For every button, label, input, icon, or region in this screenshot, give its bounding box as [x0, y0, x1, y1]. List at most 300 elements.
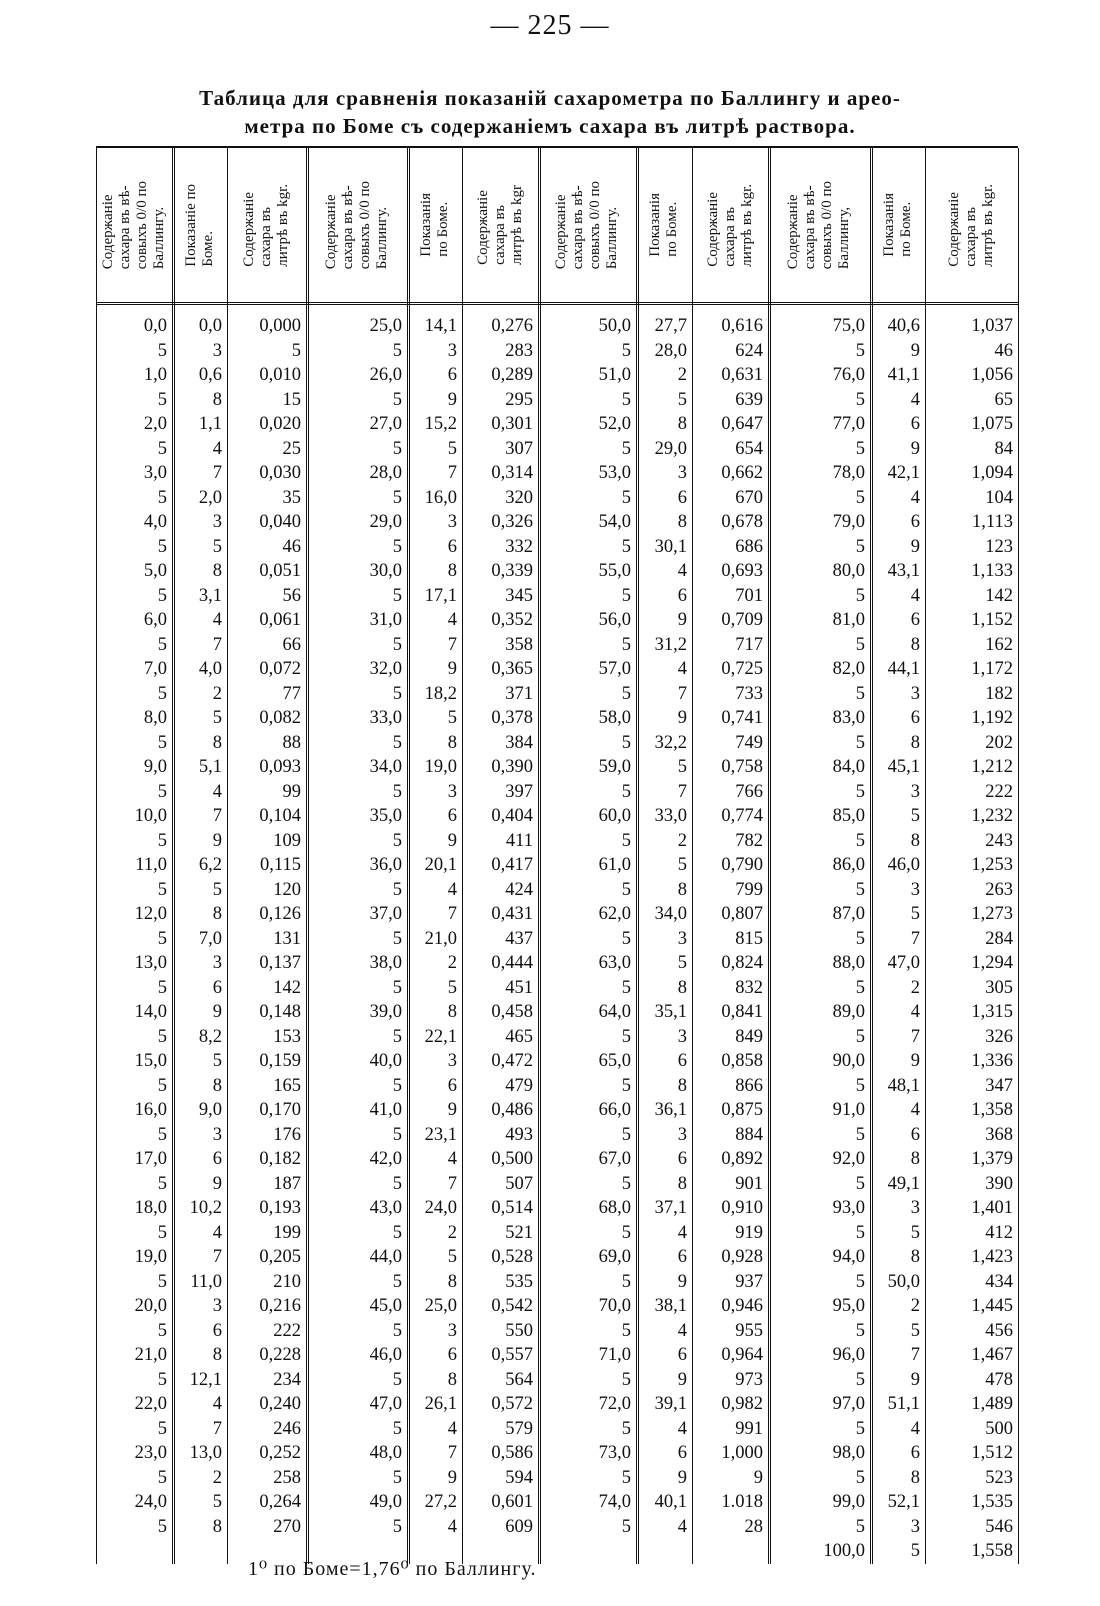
table-cell: 7: [447, 634, 457, 655]
table-cell: 0,790: [721, 855, 763, 875]
table-cell: 6: [910, 414, 920, 434]
table-cell: 36,1: [654, 1100, 687, 1120]
column-header: [538, 152, 636, 298]
table-cell: 7: [677, 683, 687, 704]
table-cell: 733: [735, 683, 763, 704]
table-cell: 5: [392, 977, 402, 998]
table-cell: 0,159: [259, 1051, 301, 1071]
table-cell: 884: [735, 1124, 763, 1145]
table-cell: 8: [212, 1075, 222, 1096]
table-cell: 9: [677, 1271, 687, 1292]
table-cell: 624: [735, 340, 763, 361]
table-cell: 5: [621, 1320, 631, 1341]
table-cell: 5: [157, 1124, 167, 1145]
table-cell: 1,358: [971, 1100, 1013, 1120]
table-cell: 799: [735, 879, 763, 900]
table-cell: 5: [157, 340, 167, 361]
table-cell: 5: [621, 1075, 631, 1096]
table-cell: 5: [157, 732, 167, 753]
table-cell: 162: [985, 634, 1013, 655]
table-cell: 2: [447, 1222, 457, 1243]
column-header-label: Содержаніе сахара въ литрѣ въ kgr: [474, 185, 525, 265]
table-cell: 5: [910, 1320, 920, 1341]
table-cell: 72,0: [598, 1394, 631, 1414]
table-cell: 345: [505, 585, 533, 606]
column-header-label: Содержаніе сахара въ литрѣ въ kgr.: [241, 183, 291, 267]
table-cell: 78,0: [832, 463, 865, 483]
table-cell: 59,0: [598, 757, 631, 777]
table-cell: 87,0: [832, 904, 865, 924]
table-cell: 4: [212, 1394, 222, 1414]
table-cell: 222: [273, 1320, 301, 1341]
table-cell: 75,0: [832, 316, 865, 336]
table-cell: 1,423: [971, 1247, 1013, 1267]
table-cell: 58,0: [598, 708, 631, 728]
column-header-label: Содержаніе сахара въ вѣ- совыхъ 0/0 по Баллингу.: [322, 180, 390, 270]
table-cell: 5: [392, 1173, 402, 1194]
table-cell: 0,352: [491, 610, 533, 630]
table-cell: 1,379: [971, 1149, 1013, 1169]
table-cell: 0,314: [491, 463, 533, 483]
table-cell: 7: [212, 634, 222, 655]
table-cell: 5: [621, 977, 631, 998]
table-cell: 5: [392, 585, 402, 606]
table-cell: 4: [447, 1516, 457, 1537]
table-cell: 14,1: [424, 316, 457, 336]
table-cell: 5: [392, 1222, 402, 1243]
table-cell: 34,0: [369, 757, 402, 777]
table-cell: 42,0: [369, 1149, 402, 1169]
column-header-label: Показанія по Боме.: [880, 193, 914, 257]
table-cell: 6: [910, 1124, 920, 1145]
table-cell: 8: [212, 561, 222, 581]
table-cell: 0,458: [491, 1002, 533, 1022]
table-cell: 8: [910, 1467, 920, 1488]
table-cell: 5: [212, 708, 222, 728]
table-cell: 3: [910, 683, 920, 704]
header-rule: [96, 302, 1018, 305]
table-cell: 142: [273, 977, 301, 998]
table-cell: 4: [677, 1516, 687, 1537]
table-cell: 347: [985, 1075, 1013, 1096]
table-cell: 535: [505, 1271, 533, 1292]
table-cell: 5: [157, 1271, 167, 1292]
table-cell: 5: [392, 1320, 402, 1341]
table-cell: 0,486: [491, 1100, 533, 1120]
table-cell: 0,807: [721, 904, 763, 924]
table-cell: 5: [855, 928, 865, 949]
table-cell: 5: [392, 1026, 402, 1047]
table-cell: 104: [985, 487, 1013, 508]
table-cell: 3: [212, 340, 222, 361]
table-cell: 60,0: [598, 806, 631, 826]
table-cell: 1,253: [971, 855, 1013, 875]
table-cell: 3,1: [198, 585, 222, 606]
table-cell: 0,741: [721, 708, 763, 728]
table-cell: 0,137: [259, 953, 301, 973]
table-cell: 7: [910, 1345, 920, 1365]
table-cell: 5: [157, 1026, 167, 1047]
table-cell: 0,082: [259, 708, 301, 728]
table-cell: 5: [157, 1222, 167, 1243]
table-cell: 5: [392, 781, 402, 802]
table-cell: 98,0: [832, 1443, 865, 1463]
table-cell: 6: [447, 365, 457, 385]
table-cell: 283: [505, 340, 533, 361]
table-cell: 7: [212, 1418, 222, 1439]
table-column: [462, 314, 533, 1539]
table-cell: 3: [910, 1198, 920, 1218]
table-cell: 1,445: [971, 1296, 1013, 1316]
table-cell: 368: [985, 1124, 1013, 1145]
table-cell: 1,489: [971, 1394, 1013, 1414]
table-cell: 82,0: [832, 659, 865, 679]
table-cell: 39,0: [369, 1002, 402, 1022]
table-cell: 832: [735, 977, 763, 998]
table-cell: 6,2: [198, 855, 222, 875]
table-cell: 14,0: [134, 1002, 167, 1022]
table-cell: 5: [392, 487, 402, 508]
table-cell: 86,0: [832, 855, 865, 875]
table-title-line-1: Таблица для сравненія показаній сахарометра по Баллингу и арео-: [199, 86, 901, 110]
table-cell: 0,061: [259, 610, 301, 630]
table-cell: 37,1: [654, 1198, 687, 1218]
table-cell: 0,500: [491, 1149, 533, 1169]
table-cell: 8: [447, 561, 457, 581]
table-cell: 0,051: [259, 561, 301, 581]
table-cell: 28,0: [369, 463, 402, 483]
table-cell: 5: [447, 438, 457, 459]
table-cell: 4: [212, 1222, 222, 1243]
footnote: 1⁰ по Боме=1,76⁰ по Баллингу.: [248, 1558, 537, 1580]
table-column: [692, 314, 763, 1539]
table-cell: 0,148: [259, 1002, 301, 1022]
table-cell: 5: [157, 1369, 167, 1390]
table-cell: 32,0: [369, 659, 402, 679]
table-cell: 0,0: [198, 316, 222, 336]
top-rule: [96, 146, 1018, 148]
table-cell: 6: [910, 708, 920, 728]
table-cell: 46,0: [369, 1345, 402, 1365]
table-cell: 5: [621, 879, 631, 900]
table-cell: 766: [735, 781, 763, 802]
table-cell: 26,1: [424, 1394, 457, 1414]
table-cell: 686: [735, 536, 763, 557]
table-column: [870, 314, 920, 1564]
table-cell: 1,152: [971, 610, 1013, 630]
table-cell: 19,0: [134, 1247, 167, 1267]
table-cell: 15,2: [424, 414, 457, 434]
table-cell: 45,0: [369, 1296, 402, 1316]
table-cell: 0,193: [259, 1198, 301, 1218]
column-header-label: Содержаніе сахара въ литрѣ въ kgr.: [946, 183, 996, 267]
table-cell: 153: [273, 1026, 301, 1047]
table-cell: 284: [985, 928, 1013, 949]
table-cell: 68,0: [598, 1198, 631, 1218]
table-cell: 85,0: [832, 806, 865, 826]
table-cell: 579: [505, 1418, 533, 1439]
table-cell: 7: [910, 1026, 920, 1047]
table-cell: 7: [447, 1173, 457, 1194]
table-cell: 5: [392, 1418, 402, 1439]
table-cell: 246: [273, 1418, 301, 1439]
table-cell: 5: [855, 1222, 865, 1243]
table-cell: 0,601: [491, 1492, 533, 1512]
table-cell: 0,631: [721, 365, 763, 385]
table-cell: 9: [447, 830, 457, 851]
table-cell: 100,0: [823, 1541, 865, 1561]
table-cell: 50,0: [598, 316, 631, 336]
table-cell: 451: [505, 977, 533, 998]
table-cell: 5: [447, 708, 457, 728]
table-cell: 6: [677, 585, 687, 606]
table-cell: 165: [273, 1075, 301, 1096]
table-cell: 7: [910, 928, 920, 949]
table-cell: 29,0: [369, 512, 402, 532]
table-cell: 1,212: [971, 757, 1013, 777]
table-cell: 3: [447, 340, 457, 361]
table-cell: 5: [677, 953, 687, 973]
table-cell: 6: [212, 1320, 222, 1341]
table-cell: 49,0: [369, 1492, 402, 1512]
table-cell: 5: [855, 683, 865, 704]
table-cell: 4: [910, 389, 920, 410]
table-cell: 305: [985, 977, 1013, 998]
table-cell: 3: [212, 1124, 222, 1145]
table-cell: 94,0: [832, 1247, 865, 1267]
table-cell: 0,662: [721, 463, 763, 483]
table-cell: 358: [505, 634, 533, 655]
table-cell: 0,010: [259, 365, 301, 385]
table-cell: 5: [621, 928, 631, 949]
table-cell: 5: [291, 340, 301, 361]
table-cell: 9: [677, 1467, 687, 1488]
table-cell: 5: [212, 1492, 222, 1512]
table-cell: 56,0: [598, 610, 631, 630]
column-header-label: Показанія по Боме.: [647, 193, 680, 257]
table-cell: 523: [985, 1467, 1013, 1488]
table-cell: 0,301: [491, 414, 533, 434]
table-cell: 5: [621, 1467, 631, 1488]
table-cell: 20,0: [134, 1296, 167, 1316]
table-cell: 18,0: [134, 1198, 167, 1218]
column-header-label: Содержаніе сахара въ вѣ- совыхъ 0/0 по Баллингу.: [553, 180, 620, 270]
table-cell: 5: [212, 1051, 222, 1071]
table-cell: 7: [447, 1443, 457, 1463]
table-cell: 31,2: [654, 634, 687, 655]
table-cell: 5: [855, 1124, 865, 1145]
table-cell: 3: [447, 1320, 457, 1341]
table-cell: 57,0: [598, 659, 631, 679]
table-cell: 919: [735, 1222, 763, 1243]
page-number: — 225 —: [490, 10, 610, 41]
table-cell: 37,0: [369, 904, 402, 924]
table-cell: 16,0: [424, 487, 457, 508]
table-cell: 61,0: [598, 855, 631, 875]
table-cell: 5: [392, 879, 402, 900]
table-cell: 5: [855, 1467, 865, 1488]
column-rule: [1018, 148, 1019, 1564]
table-cell: 176: [273, 1124, 301, 1145]
table-cell: 0,875: [721, 1100, 763, 1120]
table-cell: 9: [212, 1173, 222, 1194]
table-cell: 142: [985, 585, 1013, 606]
table-cell: 5: [157, 683, 167, 704]
table-cell: 9: [447, 389, 457, 410]
table-cell: 5: [855, 1516, 865, 1537]
table-cell: 40,0: [369, 1051, 402, 1071]
table-cell: 0,240: [259, 1394, 301, 1414]
table-cell: 258: [273, 1467, 301, 1488]
table-cell: 8: [212, 904, 222, 924]
table-cell: 187: [273, 1173, 301, 1194]
column-header: [870, 152, 925, 298]
table-cell: 0,841: [721, 1002, 763, 1022]
table-cell: 3: [677, 1124, 687, 1145]
table-cell: 42,1: [887, 463, 920, 483]
table-cell: 594: [505, 1467, 533, 1488]
table-cell: 1,094: [971, 463, 1013, 483]
table-cell: 5: [392, 830, 402, 851]
table-cell: 8: [910, 830, 920, 851]
table-cell: 550: [505, 1320, 533, 1341]
table-cell: 10,2: [189, 1198, 222, 1218]
table-cell: 25,0: [424, 1296, 457, 1316]
table-cell: 326: [985, 1026, 1013, 1047]
table-cell: 6: [447, 536, 457, 557]
table-cell: 3: [677, 928, 687, 949]
table-cell: 6: [910, 610, 920, 630]
table-cell: 9: [212, 1002, 222, 1022]
table-cell: 5: [855, 977, 865, 998]
table-cell: 11,0: [190, 1271, 222, 1292]
table-cell: 2: [910, 1296, 920, 1316]
table-cell: 83,0: [832, 708, 865, 728]
table-cell: 5: [212, 879, 222, 900]
table-cell: 40,1: [654, 1492, 687, 1512]
table-cell: 23,1: [424, 1124, 457, 1145]
table-cell: 65: [994, 389, 1013, 410]
table-cell: 16,0: [134, 1100, 167, 1120]
table-cell: 5: [621, 1271, 631, 1292]
table-cell: 5: [157, 585, 167, 606]
table-cell: 6: [677, 1345, 687, 1365]
table-cell: 29,0: [654, 438, 687, 459]
table-cell: 0,030: [259, 463, 301, 483]
table-cell: 5: [157, 487, 167, 508]
table-cell: 210: [273, 1271, 301, 1292]
table-cell: 0,647: [721, 414, 763, 434]
table-cell: 40,6: [887, 316, 920, 336]
table-column: [172, 314, 222, 1539]
table-cell: 46: [994, 340, 1013, 361]
table-cell: 17,1: [424, 585, 457, 606]
table-cell: 52,0: [598, 414, 631, 434]
table-cell: 0,964: [721, 1345, 763, 1365]
table-cell: 546: [985, 1516, 1013, 1537]
table-cell: 5: [910, 1541, 920, 1561]
table-cell: 6: [677, 1149, 687, 1169]
table-cell: 9: [910, 340, 920, 361]
table-column: [538, 314, 631, 1539]
table-cell: 5: [621, 1222, 631, 1243]
table-cell: 4: [910, 487, 920, 508]
table-cell: 5: [855, 1369, 865, 1390]
table-cell: 9: [910, 438, 920, 459]
column-header-label: Содержаніе сахара въ литрѣ въ kgr.: [704, 183, 755, 267]
table-column: [925, 314, 1013, 1564]
table-cell: 2: [447, 953, 457, 973]
table-cell: 6,0: [143, 610, 167, 630]
table-cell: 18,2: [424, 683, 457, 704]
table-cell: 493: [505, 1124, 533, 1145]
table-cell: 4: [910, 1002, 920, 1022]
table-cell: 9: [753, 1467, 763, 1488]
table-cell: 5: [855, 634, 865, 655]
table-cell: 5: [157, 389, 167, 410]
table-cell: 2: [677, 830, 687, 851]
table-cell: 4,0: [198, 659, 222, 679]
table-cell: 69,0: [598, 1247, 631, 1267]
table-cell: 21,0: [134, 1345, 167, 1365]
table-cell: 5: [392, 732, 402, 753]
table-cell: 38,0: [369, 953, 402, 973]
table-cell: 7: [447, 463, 457, 483]
table-cell: 5: [910, 904, 920, 924]
table-cell: 411: [505, 830, 533, 851]
table-cell: 5,1: [198, 757, 222, 777]
table-cell: 295: [505, 389, 533, 410]
table-cell: 0,6: [198, 365, 222, 385]
table-cell: 32,2: [654, 732, 687, 753]
table-cell: 46: [282, 536, 301, 557]
table-cell: 0,378: [491, 708, 533, 728]
table-column: [636, 314, 687, 1539]
table-cell: 8: [677, 512, 687, 532]
table-cell: 88: [282, 732, 301, 753]
table-cell: 0,417: [491, 855, 533, 875]
table-cell: 0,205: [259, 1247, 301, 1267]
table-cell: 9: [910, 1369, 920, 1390]
table-cell: 64,0: [598, 1002, 631, 1022]
table-cell: 5,0: [143, 561, 167, 581]
table-cell: 1,192: [971, 708, 1013, 728]
table-cell: 30,0: [369, 561, 402, 581]
table-cell: 243: [985, 830, 1013, 851]
column-header: [306, 152, 407, 298]
table-cell: 5: [621, 487, 631, 508]
table-cell: 5: [392, 683, 402, 704]
table-cell: 815: [735, 928, 763, 949]
table-cell: 8: [677, 1173, 687, 1194]
table-cell: 80,0: [832, 561, 865, 581]
table-cell: 4: [677, 1222, 687, 1243]
table-cell: 48,1: [887, 1075, 920, 1096]
table-cell: 5: [855, 585, 865, 606]
table-cell: 320: [505, 487, 533, 508]
table-cell: 70,0: [598, 1296, 631, 1316]
table-title-line-2: метра по Боме съ содержаніемъ сахара въ литрѣ раствора.: [244, 114, 856, 138]
table-cell: 8: [677, 414, 687, 434]
table-cell: 0,228: [259, 1345, 301, 1365]
table-cell: 222: [985, 781, 1013, 802]
table-cell: 0,982: [721, 1394, 763, 1414]
table-cell: 639: [735, 389, 763, 410]
table-cell: 5: [855, 732, 865, 753]
table-cell: 6: [677, 487, 687, 508]
table-cell: 39,1: [654, 1394, 687, 1414]
table-cell: 9,0: [198, 1100, 222, 1120]
